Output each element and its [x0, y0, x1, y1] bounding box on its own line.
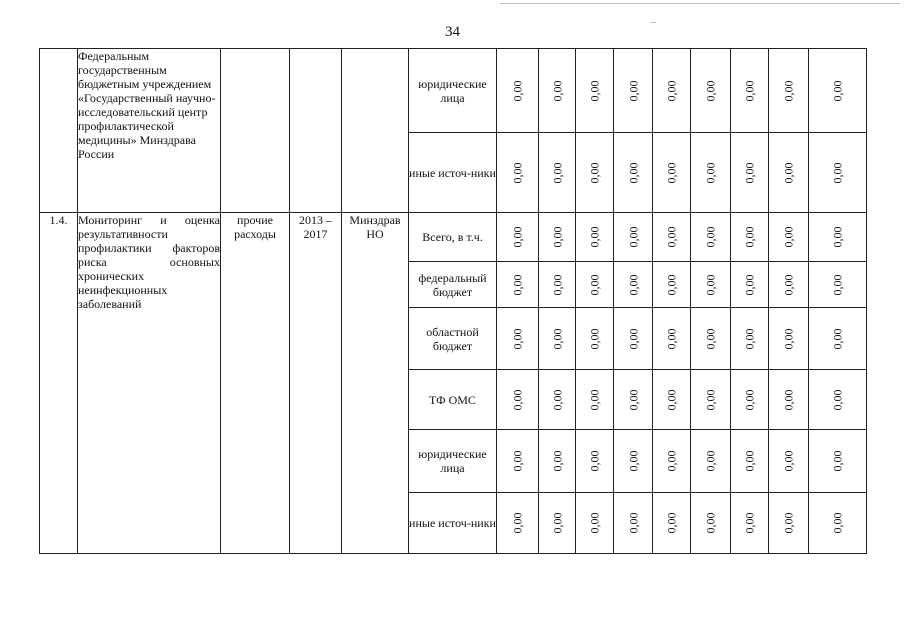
value-cell: 0,00 — [691, 49, 731, 133]
value-cell: 0,00 — [691, 133, 731, 213]
value-cell: 0,00 — [653, 493, 691, 554]
value-cell: 0,00 — [614, 430, 653, 493]
item-description: Федеральным государственным бюджетным учреждением «Государственный научно-исследовательский центр профилактической медицины» Минздрава России — [78, 49, 221, 213]
funding-source: ТФ ОМС — [409, 370, 497, 430]
value-cell: 0,00 — [497, 430, 539, 493]
item-number-cell — [40, 49, 78, 213]
value-cell: 0,00 — [691, 370, 731, 430]
value-cell: 0,00 — [576, 430, 614, 493]
value-cell: 0,00 — [539, 370, 576, 430]
value-cell: 0,00 — [614, 49, 653, 133]
funding-source: юридические лица — [409, 430, 497, 493]
value-cell: 0,00 — [497, 49, 539, 133]
budget-table — [39, 48, 867, 554]
value-cell: 0,00 — [576, 493, 614, 554]
executor: Минздрав НО — [342, 213, 409, 554]
value-cell: 0,00 — [769, 49, 809, 133]
value-cell: 0,00 — [809, 213, 867, 262]
value-cell: 0,00 — [497, 213, 539, 262]
value-cell: 0,00 — [809, 49, 867, 133]
executor-cell — [342, 49, 409, 213]
value-cell: 0,00 — [809, 493, 867, 554]
scan-artifact-top — [500, 3, 900, 4]
value-cell: 0,00 — [576, 370, 614, 430]
funding-source: иные источ-ники — [409, 133, 497, 213]
value-cell: 0,00 — [497, 493, 539, 554]
value-cell: 0,00 — [539, 430, 576, 493]
value-cell: 0,00 — [653, 49, 691, 133]
value-cell: 0,00 — [497, 308, 539, 370]
value-cell: 0,00 — [539, 308, 576, 370]
value-cell: 0,00 — [653, 133, 691, 213]
expense-type-cell — [221, 49, 290, 213]
value-cell: 0,00 — [731, 493, 769, 554]
value-cell: 0,00 — [653, 430, 691, 493]
value-cell: 0,00 — [769, 133, 809, 213]
item-description: Мониторинг и оценка результативности профилактики факторов риска основных хронических неинфекционных заболеваний — [78, 213, 221, 554]
value-cell: 0,00 — [653, 262, 691, 308]
value-cell: 0,00 — [653, 213, 691, 262]
page-number: 34 — [445, 24, 460, 40]
value-cell: 0,00 — [809, 430, 867, 493]
value-cell: 0,00 — [731, 262, 769, 308]
value-cell: 0,00 — [691, 493, 731, 554]
value-cell: 0,00 — [731, 133, 769, 213]
expense-type: прочие расходы — [221, 213, 290, 554]
value-cell: 0,00 — [691, 430, 731, 493]
value-cell: 0,00 — [731, 213, 769, 262]
value-cell: 0,00 — [614, 370, 653, 430]
value-cell: 0,00 — [614, 308, 653, 370]
funding-source: иные источ-ники — [409, 493, 497, 554]
value-cell: 0,00 — [809, 262, 867, 308]
value-cell: 0,00 — [809, 308, 867, 370]
funding-source: областной бюджет — [409, 308, 497, 370]
value-cell: 0,00 — [769, 493, 809, 554]
value-cell: 0,00 — [691, 262, 731, 308]
value-cell: 0,00 — [731, 308, 769, 370]
value-cell: 0,00 — [539, 262, 576, 308]
table-row — [40, 49, 867, 133]
item-number: 1.4. — [40, 213, 78, 554]
value-cell: 0,00 — [576, 49, 614, 133]
value-cell: 0,00 — [576, 262, 614, 308]
funding-source: Всего, в т.ч. — [409, 213, 497, 262]
scan-artifact-margin — [650, 22, 656, 23]
funding-source: юридические лица — [409, 49, 497, 133]
value-cell: 0,00 — [731, 370, 769, 430]
value-cell: 0,00 — [539, 213, 576, 262]
value-cell: 0,00 — [497, 133, 539, 213]
value-cell: 0,00 — [497, 262, 539, 308]
table-row — [40, 213, 867, 262]
value-cell: 0,00 — [769, 370, 809, 430]
value-cell: 0,00 — [497, 370, 539, 430]
value-cell: 0,00 — [731, 49, 769, 133]
value-cell: 0,00 — [539, 49, 576, 133]
value-cell: 0,00 — [691, 213, 731, 262]
value-cell: 0,00 — [769, 430, 809, 493]
value-cell: 0,00 — [769, 213, 809, 262]
value-cell: 0,00 — [809, 370, 867, 430]
value-cell: 0,00 — [653, 308, 691, 370]
value-cell: 0,00 — [539, 133, 576, 213]
value-cell: 0,00 — [691, 308, 731, 370]
value-cell: 0,00 — [614, 213, 653, 262]
value-cell: 0,00 — [731, 430, 769, 493]
value-cell: 0,00 — [809, 133, 867, 213]
funding-source: федеральный бюджет — [409, 262, 497, 308]
value-cell: 0,00 — [653, 370, 691, 430]
value-cell: 0,00 — [614, 133, 653, 213]
value-cell: 0,00 — [614, 262, 653, 308]
value-cell: 0,00 — [614, 493, 653, 554]
value-cell: 0,00 — [769, 308, 809, 370]
value-cell: 0,00 — [769, 262, 809, 308]
value-cell: 0,00 — [576, 213, 614, 262]
value-cell: 0,00 — [539, 493, 576, 554]
value-cell: 0,00 — [576, 308, 614, 370]
period-cell — [290, 49, 342, 213]
period: 2013 – 2017 — [290, 213, 342, 554]
value-cell: 0,00 — [576, 133, 614, 213]
